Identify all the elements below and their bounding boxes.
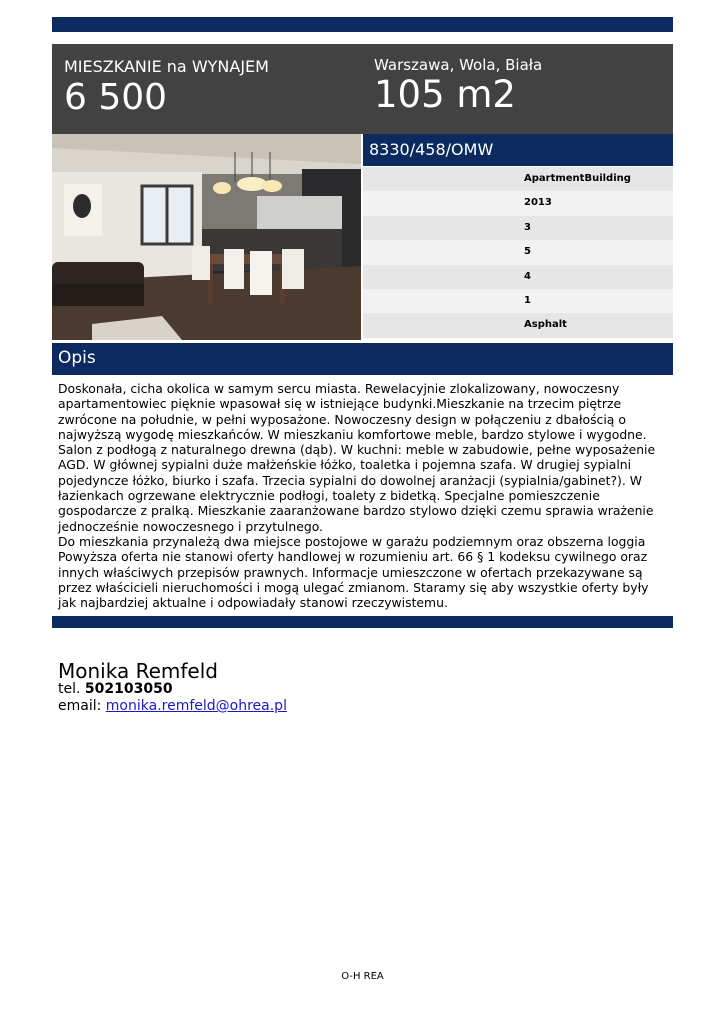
listing-type: MIESZKANIE na WYNAJEM xyxy=(64,57,269,76)
attribute-row xyxy=(363,216,673,240)
description-paragraph: Do mieszkania przynależą dwa miejsce postojowe w garażu podziemnym oraz obszerna loggia xyxy=(58,533,646,549)
listing-price: 6 500 xyxy=(64,77,168,118)
attribute-value: 5 xyxy=(524,246,531,258)
description-text xyxy=(58,381,670,610)
phone-label: tel. xyxy=(58,681,81,697)
attribute-row xyxy=(363,313,673,337)
attribute-value: 3 xyxy=(524,221,531,233)
attributes-table xyxy=(363,167,673,338)
agent-email xyxy=(58,698,287,714)
phone-number: 502103050 xyxy=(84,681,173,697)
agent-name: Monika Remfeld xyxy=(58,659,218,683)
attribute-row xyxy=(363,240,673,264)
attribute-value: 4 xyxy=(524,270,531,282)
attribute-value: ApartmentBuilding xyxy=(524,173,631,184)
email-label: email: xyxy=(58,698,102,714)
apartment-photo xyxy=(52,134,361,340)
top-divider-bar xyxy=(52,17,673,32)
listing-id-bar xyxy=(363,134,673,166)
description-header xyxy=(52,343,673,375)
attribute-row xyxy=(363,265,673,289)
description-paragraph: Doskonała, cicha okolica w samym sercu miasta. Rewelacyjnie zlokalizowany, nowoczesny apartamentowiec pięknie wpasował się w istniejące budynki.Mieszkanie na trzecim piętrze zwrócone na południe, w pełni wyposażone. Nowoczesny design w połączeniu z dbałością o najwyższą wygodę mieszkańców. W mieszkaniu komfortowe meble, bardzo stylowe i wygodne. Salon z podłogą z naturalnego drewna (dąb). W kuchni: meble w zabudowie, pełne wyposażenie AGD. W głównej sypialni duże małżeńskie łóżko, toaletka i pojemna szafa. W drugiej sypialni pojedyncze łóżko, biurko i szafa. Trzecia sypialni do dowolnej aranżacji (sypialnia/gabinet?). W łazienkach ogrzewane elektrycznie podłogi, toalety z bidetką. Specjalne pomieszczenie gospodarcze z pralką. Mieszkanie zaaranżowane bardzo stylowo dzięki czemu sprawia wrażenie jednocześnie nowoczesnego i przytulnego. xyxy=(58,381,656,534)
listing-location: Warszawa, Wola, Biała xyxy=(374,56,543,74)
bottom-divider-bar xyxy=(52,616,673,628)
listing-id: 8330/458/OMW xyxy=(369,140,494,159)
attribute-row xyxy=(363,289,673,313)
listing-header xyxy=(52,44,673,134)
description-paragraph: Powyższa oferta nie stanowi oferty handlowej w rozumieniu art. 66 § 1 kodeksu cywilnego oraz innych właściwych przepisów prawnych. Informacje umieszczone w ofertach przekazywane są przez właścicieli nieruchomości i mogą ulegać zmianom. Staramy się aby wszystkie oferty były jak najbardziej aktualne i odpowiadały stanowi rzeczywistemu. xyxy=(58,549,649,611)
description-title: Opis xyxy=(58,348,96,368)
attribute-value: Asphalt xyxy=(524,319,567,331)
footer-agency: O-H REA xyxy=(341,971,384,982)
agent-phone xyxy=(58,681,173,697)
attribute-row xyxy=(363,167,673,191)
attribute-value: 1 xyxy=(524,294,531,306)
listing-area: 105 m2 xyxy=(374,73,516,116)
attribute-value: 2013 xyxy=(524,197,552,209)
email-link[interactable]: monika.remfeld@ohrea.pl xyxy=(105,698,287,714)
attribute-row xyxy=(363,191,673,215)
